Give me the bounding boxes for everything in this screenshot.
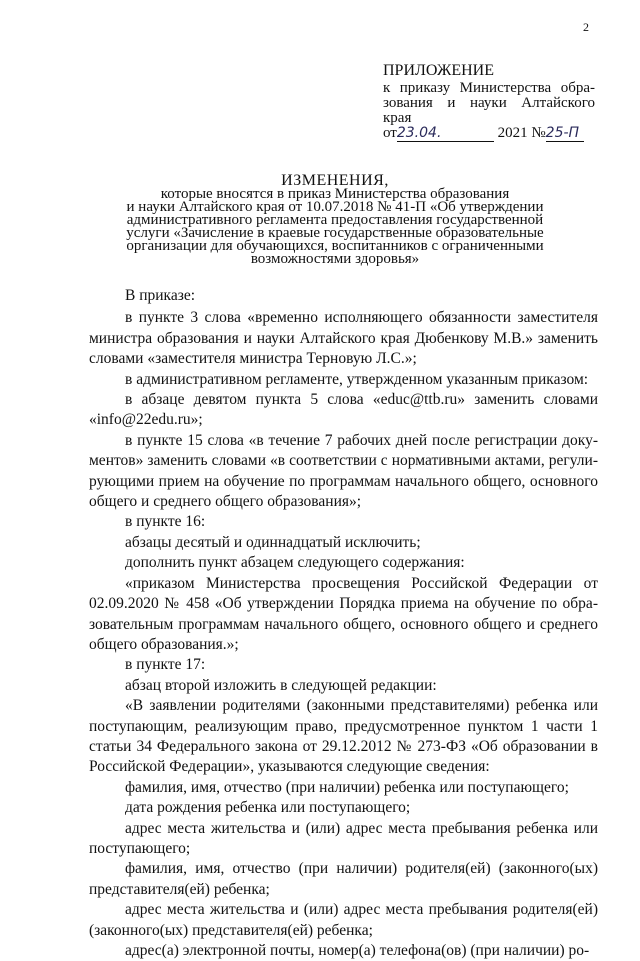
heading-line: услуги «Зачисление в краевые государственные образовательные bbox=[126, 225, 544, 241]
handwritten-date: 23.04. bbox=[396, 125, 442, 141]
appendix-title: ПРИЛОЖЕНИЕ bbox=[383, 62, 495, 79]
body-paragraph: адрес места жительства и (или) адрес места пребывания ребенка или поступающего; bbox=[89, 819, 598, 857]
document-heading bbox=[115, 173, 555, 266]
body-paragraph: в абзаце девятом пункта 5 слова «educ@ttb.ru» заменить словами «info@22edu.ru»; bbox=[89, 391, 598, 429]
body-paragraph: дата рождения ребенка или поступающего; bbox=[125, 799, 411, 817]
date-prefix: от bbox=[383, 125, 397, 141]
body-paragraph: в пункте 3 слова «временно исполняющего обязанности заместителя министра образования и науки Алтайского края Дюбенкову М.В.» заменить словами «заместителя министра Терновую Л.С.»; bbox=[89, 309, 598, 368]
body-paragraph: в пункте 17: bbox=[125, 656, 206, 674]
body-paragraph: в административном регламенте, утвержденном указанным приказом: bbox=[125, 370, 589, 388]
date-field bbox=[397, 126, 494, 142]
body-paragraph: в пункте 16: bbox=[125, 513, 206, 531]
body-paragraph: в пункте 15 слова «в течение 7 рабочих дней после регистрации документов» заменить словами «в соответствии с нормативными актами, регулирующими прием на обучение по программам начального общего, основного общего и среднего общего образования»; bbox=[89, 431, 598, 511]
heading-line: возможностями здоровья» bbox=[250, 251, 420, 267]
appendix-line-2: зования и науки Алтайского bbox=[383, 95, 595, 111]
body-paragraph: адрес(а) электронной почты, номер(а) телефона(ов) (при наличии) ро- bbox=[125, 942, 590, 959]
heading-title: ИЗМЕНЕНИЯ, bbox=[281, 172, 389, 189]
body-paragraph: «В заявлении родителями (законными представителями) ребенка или поступающим, реализующим право, предусмотренное пунктом 1 части 1 статьи 34 Федерального закона от 29.12.2012 № 273-ФЗ «Об образовании в Российской Федерации», указываются следующие сведения: bbox=[89, 697, 598, 776]
appendix-date-line bbox=[383, 126, 595, 142]
appendix-text bbox=[383, 81, 595, 126]
date-year: 2021 № bbox=[497, 125, 546, 141]
appendix-line-1: к приказу Министерства обра- bbox=[383, 80, 595, 96]
appendix-block bbox=[383, 62, 595, 142]
body-paragraph: фамилия, имя, отчество (при наличии) ребенка или поступающего; bbox=[125, 778, 569, 796]
heading-line: которые вносятся в приказ Министерства образования bbox=[160, 186, 510, 202]
body-paragraph: «приказом Министерства просвещения Российской Федерации от 02.09.2020 № 458 «Об утверждении Порядка приема на обучение по образовательным программам начального общего, основного общего и среднего общего образования.»; bbox=[89, 574, 598, 653]
number-field bbox=[546, 126, 584, 142]
body-paragraph: дополнить пункт абзацем следующего содержания: bbox=[125, 554, 465, 572]
heading-line: и науки Алтайского края от 10.07.2018 № 41-П «Об утверждении bbox=[126, 199, 544, 215]
handwritten-number: 25-П bbox=[545, 125, 580, 141]
body-paragraph: абзац второй изложить в следующей редакции: bbox=[125, 676, 437, 694]
body-paragraph: фамилия, имя, отчество (при наличии) родителя(ей) (законного(ых) представителя(ей) ребенка; bbox=[89, 860, 598, 898]
appendix-line-3: края bbox=[383, 110, 412, 126]
document-body bbox=[89, 286, 598, 961]
body-paragraph: В приказе: bbox=[125, 287, 196, 304]
body-paragraph: абзацы десятый и одиннадцатый исключить; bbox=[125, 533, 421, 551]
heading-line: организации для обучающихся, воспитанников с ограниченными bbox=[126, 238, 544, 254]
body-paragraph: адрес места жительства и (или) адрес места пребывания родителя(ей) (законного(ых) представителя(ей) ребенка; bbox=[89, 901, 598, 939]
heading-line: административного регламента предоставления государственной bbox=[126, 212, 544, 228]
page-number: 2 bbox=[583, 20, 589, 34]
